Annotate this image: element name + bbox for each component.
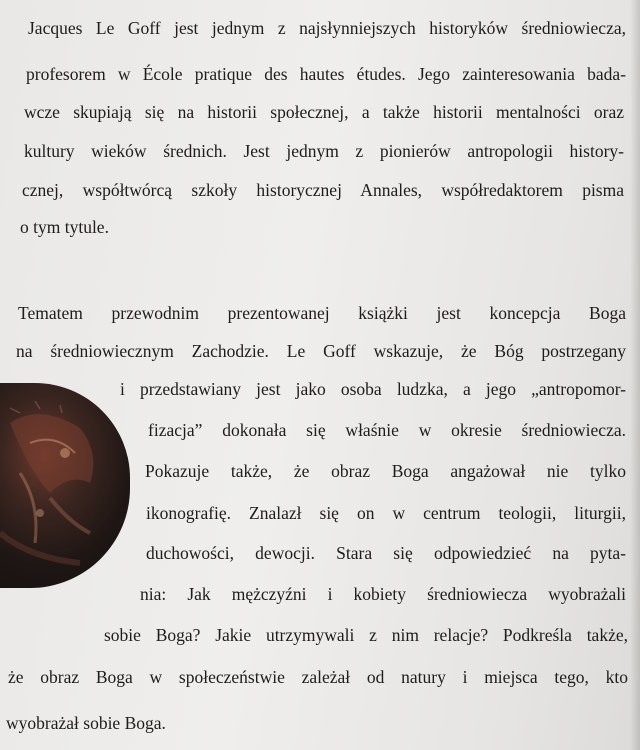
text-line: wyobrażał sobie Boga. <box>6 713 166 733</box>
illustration-detail-graphic <box>0 383 130 588</box>
text-line: kultury wieków średnich. Jest jednym z pionierów antropologii history- <box>24 141 624 161</box>
medieval-illustration-image <box>0 383 130 588</box>
text-line: na średniowiecznym Zachodzie. Le Goff wskazuje, że Bóg postrzegany <box>16 341 626 361</box>
text-line: Pokazuje także, że obraz Boga angażował nie tylko <box>145 461 626 481</box>
text-line: wcze skupiają się na historii społecznej, a także historii mentalności oraz <box>24 102 624 122</box>
text-line: fizacja” dokonała się właśnie w okresie średniowiecza. <box>148 420 626 440</box>
text-line: o tym tytule. <box>20 217 109 237</box>
text-line: profesorem w École pratique des hautes études. Jego zainteresowania bada- <box>26 64 626 84</box>
text-line: Tematem przewodnim prezentowanej książki jest koncepcja Boga <box>18 303 626 323</box>
text-line: ikonografię. Znalazł się on w centrum teologii, liturgii, <box>146 503 626 523</box>
text-line: cznej, współtwórcą szkoły historycznej Annales, współredaktorem pisma <box>22 180 624 200</box>
text-line: że obraz Boga w społeczeństwie zależał od natury i miejsca tego, kto <box>8 667 628 687</box>
text-line: i przedstawiany jest jako osoba ludzka, a jego „antropomor- <box>120 379 626 399</box>
page-edge-shadow <box>630 0 640 750</box>
text-line: duchowości, dewocji. Stara się odpowiedzieć na pyta- <box>146 543 626 563</box>
text-line: sobie Boga? Jakie utrzymywali z nim relacje? Podkreśla także, <box>104 625 628 645</box>
text-line: Jacques Le Goff jest jednym z najsłynniejszych historyków średniowiecza, <box>28 18 626 38</box>
text-line: nia: Jak mężczyźni i kobiety średniowiecza wyobrażali <box>140 584 626 604</box>
